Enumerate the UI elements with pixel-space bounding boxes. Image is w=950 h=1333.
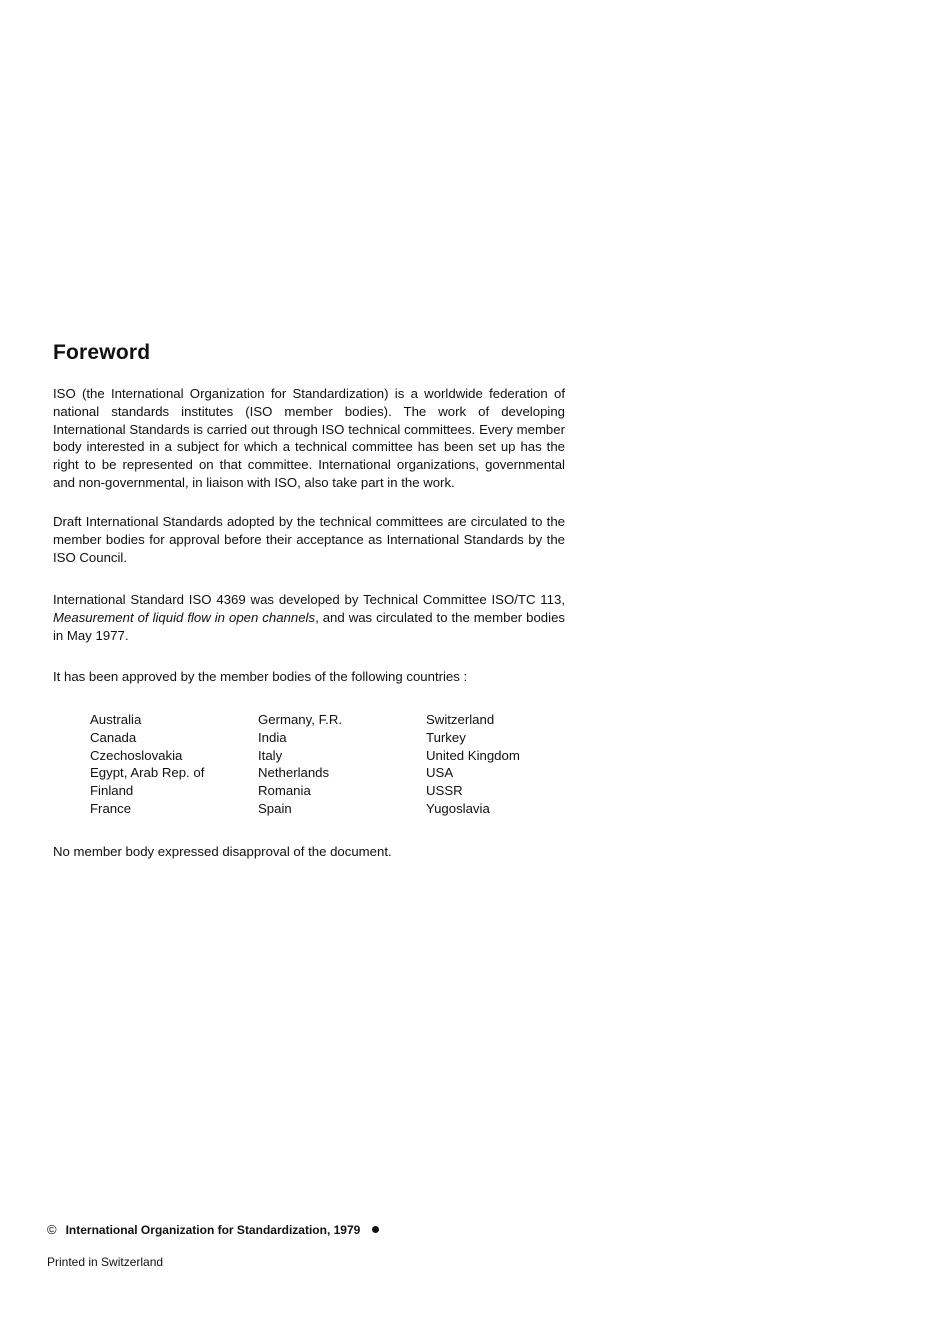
copyright-line xyxy=(47,1222,379,1237)
copyright-symbol: © xyxy=(47,1222,57,1237)
country-item: Egypt, Arab Rep. of xyxy=(90,765,205,781)
country-list xyxy=(90,711,594,818)
copyright-text: International Organization for Standardization, 1979 xyxy=(65,1223,361,1237)
country-item: Yugoslavia xyxy=(426,800,490,816)
country-item: Italy xyxy=(258,747,283,763)
country-item: Switzerland xyxy=(426,712,495,727)
foreword-paragraph-approval: It has been approved by the member bodies of the following countries : xyxy=(53,669,468,684)
country-item: United Kingdom xyxy=(426,747,520,763)
country-item: Romania xyxy=(258,783,311,799)
foreword-paragraph-iso: ISO (the International Organization for Standardization) is a worldwide federation of national standards institutes (ISO member bodies). The work of developing International Standards is carried out through ISO technical committees. Every member body interested in a subject for which a technical committee has been set up has the right to be represented on that committee. International organizations, governmental and non-governmental, in liaison with ISO, also take part in the work. xyxy=(53,386,565,490)
foreword-paragraph-standard xyxy=(53,591,565,644)
country-item: Spain xyxy=(258,800,292,816)
country-item: France xyxy=(90,800,132,816)
country-item: India xyxy=(258,729,287,745)
foreword-paragraph-disapproval: No member body expressed disapproval of the document. xyxy=(53,844,392,859)
foreword-heading: Foreword xyxy=(53,341,151,364)
country-item: USA xyxy=(426,765,454,781)
foreword-paragraph-drafts: Draft International Standards adopted by the technical committees are circulated to the member bodies for approval before their acceptance as International Standards by the ISO Council. xyxy=(53,514,565,565)
standard-intro-text: International Standard ISO 4369 was developed by Technical Committee ISO/TC 113, xyxy=(53,592,565,607)
bullet-dot-icon xyxy=(372,1226,379,1233)
committee-title: Measurement of liquid flow in open channels xyxy=(53,609,316,625)
printed-in-note: Printed in Switzerland xyxy=(47,1255,164,1269)
country-item: Australia xyxy=(90,712,142,727)
standard-circulation-text: , and was circulated to the member bodies in May 1977. xyxy=(53,609,566,643)
country-item: USSR xyxy=(426,783,463,799)
country-item: Finland xyxy=(90,783,134,799)
country-item: Netherlands xyxy=(258,765,330,781)
country-item: Canada xyxy=(90,729,137,745)
country-item: Czechoslovakia xyxy=(90,747,183,763)
country-item: Germany, F.R. xyxy=(258,712,343,727)
country-item: Turkey xyxy=(426,729,466,745)
